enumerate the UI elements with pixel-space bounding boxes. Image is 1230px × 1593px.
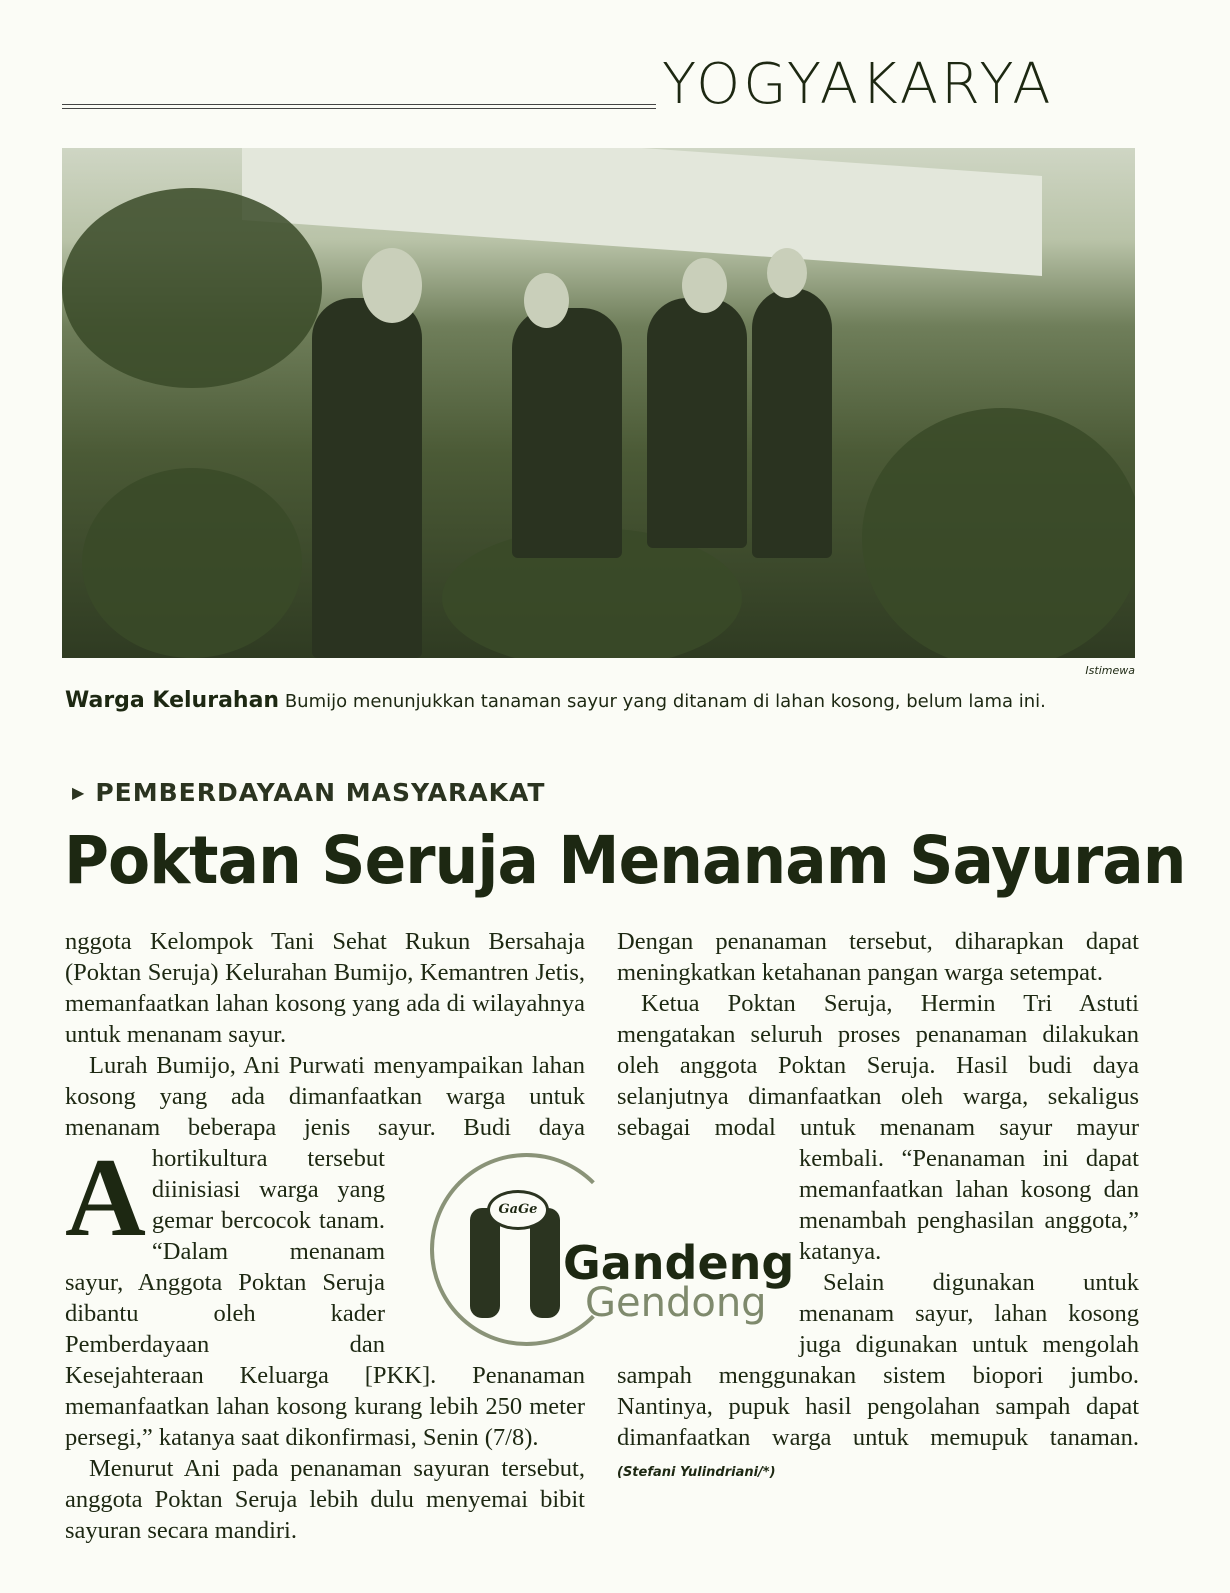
byline: (Stefani Yulindriani/*) bbox=[617, 1465, 776, 1480]
photo-person bbox=[312, 298, 422, 658]
photo-person bbox=[752, 288, 832, 558]
article-kicker bbox=[72, 778, 545, 807]
photo-person bbox=[512, 308, 622, 558]
photo-credit: Istimewa bbox=[1085, 664, 1135, 677]
article-paragraph: Menurut Ani pada penanaman sayuran tersebut, anggota Poktan Seruja lebih dulu menyemai bibit sayuran secara mandiri. bbox=[65, 1455, 585, 1544]
photo-leaf bbox=[62, 188, 322, 388]
section-masthead: YOGYAKARYA bbox=[662, 52, 1054, 117]
caption-text: Bumijo menunjukkan tanaman sayur yang ditanam di lahan kosong, belum lama ini. bbox=[279, 691, 1046, 712]
article-photo bbox=[62, 148, 1135, 658]
logo-figure bbox=[470, 1208, 500, 1318]
article-paragraph: Dengan penanaman tersebut, diharapkan dapat meningkatkan ketahanan pangan warga setempat. bbox=[617, 928, 1139, 986]
paragraph-text: nggota Kelompok Tani Sehat Rukun Bersahaja (Poktan Seruja) Kelurahan Bumijo, Kemantren Jetis, memanfaatkan lahan kosong yang ada di wilayahnya untuk menanam sayur. bbox=[65, 928, 585, 1048]
masthead-rule bbox=[62, 104, 656, 109]
photo-person bbox=[647, 298, 747, 548]
caret-right-icon: ▶ bbox=[72, 783, 86, 802]
photo-leaf bbox=[82, 468, 302, 658]
photo-person-head bbox=[524, 273, 569, 328]
article-paragraph: Ketua Poktan Seruja, Hermin Tri Astuti mengatakan seluruh proses penanaman dilakukan oleh anggota Poktan Seruja. Hasil budi daya selanjutnya dimanfaatkan oleh warga, sekaligus sebagai modal untuk menanam sayur mayur kembali. “Penanaman ini dapat memanfaatkan lahan kosong dan menambah penghasilan anggota,” katanya. bbox=[617, 990, 1139, 1265]
logo-word-gendong: Gendong bbox=[585, 1280, 767, 1326]
photo-person-head bbox=[362, 248, 422, 323]
photo-person-head bbox=[682, 258, 727, 313]
photo-leaf bbox=[862, 408, 1135, 658]
photo-person-head bbox=[767, 248, 807, 298]
gandeng-gendong-logo bbox=[425, 1148, 795, 1348]
drop-cap: A bbox=[65, 1136, 146, 1260]
kicker-label: PEMBERDAYAAN MASYARAKAT bbox=[95, 778, 546, 807]
logo-word-gandeng: Gandeng bbox=[563, 1236, 795, 1290]
logo-badge: GaGe bbox=[487, 1190, 549, 1230]
photo-roof bbox=[242, 148, 1042, 276]
caption-lead: Warga Kelurahan bbox=[65, 688, 280, 713]
paragraph-text: Selain digunakan untuk menanam sayur, lahan kosong juga digunakan untuk mengolah sampah menggunakan sistem biopori jumbo. Nantinya, pupuk hasil pengolahan sampah dapat dimanfaatkan warga untuk memupuk tanaman. bbox=[617, 1269, 1139, 1451]
article-paragraph: Lurah Bumijo, Ani Purwati menyampaikan lahan kosong yang ada dimanfaatkan warga untuk menanam beberapa jenis sayur. Budi daya hortikultura tersebut diinisiasi warga yang gemar bercocok tanam. “Dalam menanam sayur, Anggota Poktan Seruja dibantu oleh kader Pemberdayaan dan Kesejahteraan Keluarga [PKK]. Penanaman memanfaatkan lahan kosong kurang lebih 250 meter persegi,” katanya saat dikonfirmasi, Senin (7/8). bbox=[65, 1052, 585, 1451]
photo-caption bbox=[65, 688, 1140, 715]
article-headline: Poktan Seruja Menanam Sayuran bbox=[64, 822, 1186, 899]
